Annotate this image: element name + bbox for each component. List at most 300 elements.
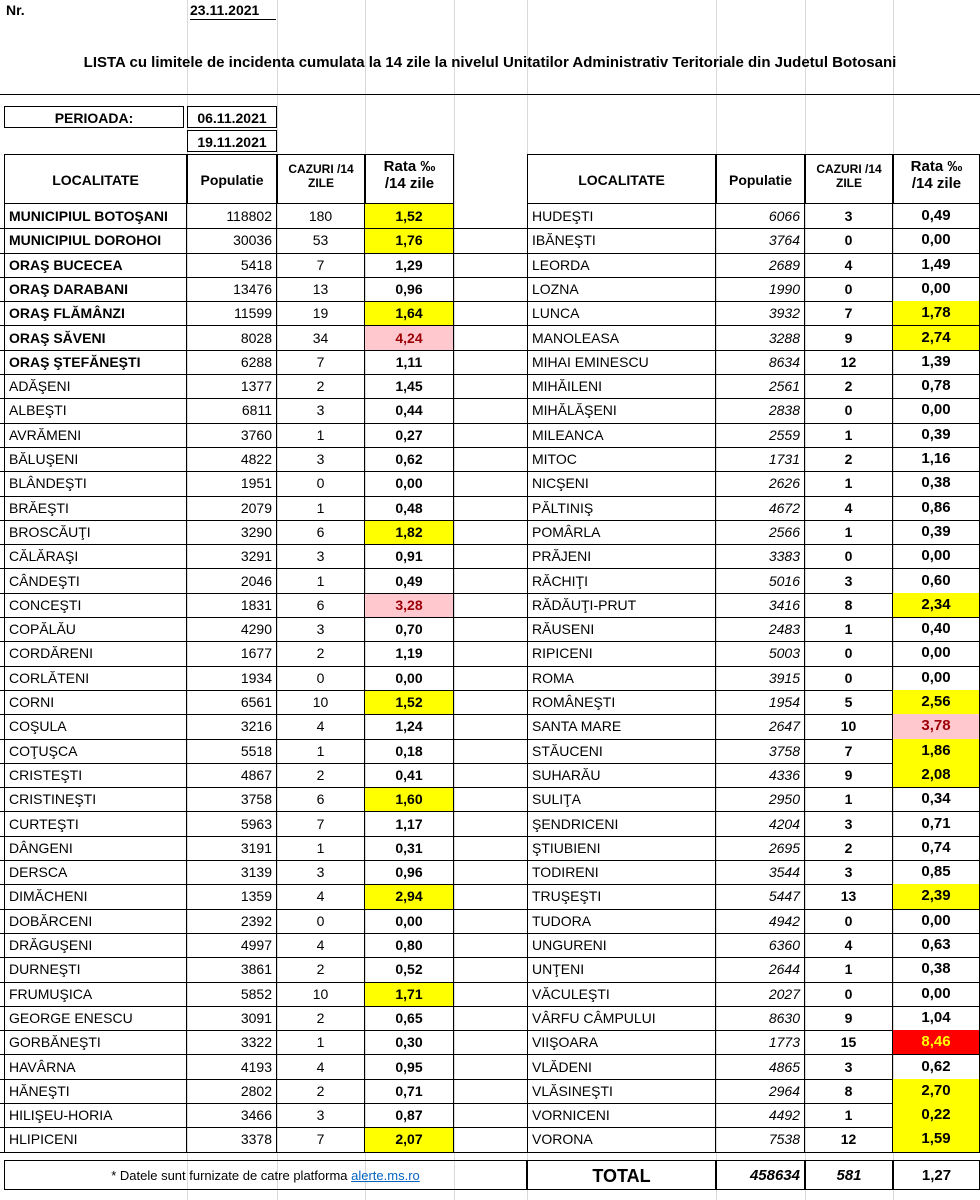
populatie-cell: 3191 [187,836,277,860]
populatie-cell: 3760 [187,423,277,447]
localitate-cell: VĂCULEŞTI [527,982,716,1006]
localitate-cell: VLĂSINEŞTI [527,1079,716,1103]
cazuri-cell: 10 [277,690,365,714]
rata-cell: 0,71 [893,812,980,836]
cazuri-cell: 13 [277,277,365,301]
header-rata-right-l1: Rata ‰ [910,158,963,175]
localitate-cell: STĂUCENI [527,739,716,763]
title-separator [0,94,980,95]
rata-cell: 1,17 [365,812,454,836]
table-row [0,1055,980,1080]
populatie-cell: 2695 [716,836,805,860]
cazuri-cell: 53 [277,228,365,252]
header-cazuri-right-l1: CAZURI /14 [816,162,882,176]
rata-cell: 0,00 [893,666,980,690]
rata-cell: 1,60 [365,787,454,811]
cazuri-cell: 3 [277,398,365,422]
populatie-cell: 3290 [187,520,277,544]
localitate-cell: POMÂRLA [527,520,716,544]
localitate-cell: HĂNEŞTI [4,1079,187,1103]
localitate-cell: HLIPICENI [4,1127,187,1151]
populatie-cell: 3544 [716,860,805,884]
localitate-cell: CONCEŞTI [4,593,187,617]
table-row [0,763,980,788]
cazuri-cell: 1 [277,496,365,520]
report-title: LISTA cu limitele de incidenta cumulata la 14 zile la nivelul Unitatilor Administrativ Teritoriale din Judetul Botosani [83,54,897,71]
localitate-cell: ORAŞ ŞTEFĂNEŞTI [4,350,187,374]
localitate-cell: MUNICIPIUL DOROHOI [4,228,187,252]
cazuri-cell: 1 [805,423,893,447]
populatie-cell: 3932 [716,301,805,325]
populatie-cell: 5518 [187,739,277,763]
populatie-cell: 2950 [716,787,805,811]
rata-cell: 0,80 [365,933,454,957]
populatie-cell: 3322 [187,1030,277,1054]
localitate-cell: HUDEŞTI [527,204,716,228]
populatie-cell: 2483 [716,617,805,641]
rata-cell: 0,74 [893,836,980,860]
rata-cell: 2,07 [365,1127,454,1151]
localitate-cell: CORDĂRENI [4,641,187,665]
rata-cell: 0,00 [893,544,980,568]
localitate-cell: GORBĂNEŞTI [4,1030,187,1054]
total-cases: 581 [805,1160,893,1190]
populatie-cell: 2689 [716,253,805,277]
populatie-cell: 4865 [716,1055,805,1079]
rata-cell: 0,22 [893,1103,980,1127]
localitate-cell: CURTEŞTI [4,812,187,836]
populatie-cell: 6561 [187,690,277,714]
cazuri-cell: 5 [805,690,893,714]
rata-cell: 0,00 [365,909,454,933]
cazuri-cell: 2 [277,641,365,665]
rata-cell: 0,00 [893,277,980,301]
populatie-cell: 4193 [187,1055,277,1079]
cazuri-cell: 3 [805,569,893,593]
localitate-cell: CRISTINEŞTI [4,787,187,811]
cazuri-cell: 2 [277,374,365,398]
populatie-cell: 2561 [716,374,805,398]
populatie-cell: 5447 [716,884,805,908]
localitate-cell: ALBEŞTI [4,398,187,422]
table-row [0,228,980,253]
rata-cell: 0,38 [893,957,980,981]
localitate-cell: VORONA [527,1127,716,1151]
cazuri-cell: 180 [277,204,365,228]
rata-cell: 1,78 [893,301,980,325]
footer-note-text: * Datele sunt furnizate de catre platforma [111,1168,352,1183]
table-row [0,666,980,691]
localitate-cell: MILEANCA [527,423,716,447]
table-row [0,447,980,472]
rata-cell: 1,45 [365,374,454,398]
populatie-cell: 1990 [716,277,805,301]
localitate-cell: CORLĂTENI [4,666,187,690]
rata-cell: 0,18 [365,739,454,763]
table-row [0,933,980,958]
localitate-cell: ŞENDRICENI [527,812,716,836]
rata-cell: 0,52 [365,957,454,981]
rata-cell: 0,71 [365,1079,454,1103]
cazuri-cell: 0 [805,666,893,690]
cazuri-cell: 19 [277,301,365,325]
localitate-cell: COŢUŞCA [4,739,187,763]
populatie-cell: 3416 [716,593,805,617]
rata-cell: 2,34 [893,593,980,617]
populatie-cell: 4204 [716,812,805,836]
localitate-cell: DOBĂRCENI [4,909,187,933]
table-row [0,593,980,618]
rata-cell: 2,94 [365,884,454,908]
localitate-cell: DRĂGUŞENI [4,933,187,957]
table-row [0,714,980,739]
cazuri-cell: 0 [277,666,365,690]
table-row [0,982,980,1007]
populatie-cell: 6066 [716,204,805,228]
populatie-cell: 2079 [187,496,277,520]
rata-cell: 0,85 [893,860,980,884]
footer-note [4,1160,527,1190]
populatie-cell: 3288 [716,326,805,350]
rata-cell: 0,31 [365,836,454,860]
cazuri-cell: 13 [805,884,893,908]
rata-cell: 0,86 [893,496,980,520]
cazuri-cell: 2 [277,763,365,787]
localitate-cell: DERSCA [4,860,187,884]
rata-cell: 1,24 [365,714,454,738]
localitate-cell: HAVÂRNA [4,1055,187,1079]
rata-cell: 0,00 [893,228,980,252]
localitate-cell: DIMĂCHENI [4,884,187,908]
cazuri-cell: 15 [805,1030,893,1054]
cazuri-cell: 6 [277,520,365,544]
rata-cell: 0,38 [893,471,980,495]
header-rata-left [365,154,454,204]
table-row [0,1006,980,1031]
localitate-cell: LEORDA [527,253,716,277]
table-row [0,204,980,229]
populatie-cell: 4867 [187,763,277,787]
header-cazuri-right-l2: ZILE [836,176,862,190]
cazuri-cell: 10 [277,982,365,1006]
populatie-cell: 2644 [716,957,805,981]
rata-cell: 0,00 [893,982,980,1006]
table-row [0,787,980,812]
cazuri-cell: 7 [277,812,365,836]
localitate-cell: CĂLĂRAŞI [4,544,187,568]
populatie-cell: 118802 [187,204,277,228]
populatie-cell: 13476 [187,277,277,301]
localitate-cell: MUNICIPIUL BOTOŞANI [4,204,187,228]
localitate-cell: ADĂŞENI [4,374,187,398]
cazuri-cell: 3 [805,860,893,884]
localitate-cell: ORAŞ DARABANI [4,277,187,301]
localitate-cell: CRISTEŞTI [4,763,187,787]
cazuri-cell: 0 [277,471,365,495]
cazuri-cell: 1 [805,471,893,495]
localitate-cell: BLÂNDEŞTI [4,471,187,495]
rata-cell: 0,95 [365,1055,454,1079]
table-row [0,1079,980,1104]
rata-cell: 0,96 [365,860,454,884]
header-populatie-left: Populatie [187,154,277,204]
rata-cell: 1,76 [365,228,454,252]
rata-cell: 0,00 [893,398,980,422]
cazuri-cell: 4 [805,496,893,520]
localitate-cell: ORAŞ FLĂMÂNZI [4,301,187,325]
rata-cell: 0,00 [365,471,454,495]
alerte-link[interactable]: alerte.ms.ro [351,1168,420,1183]
populatie-cell: 2802 [187,1079,277,1103]
populatie-cell: 4336 [716,763,805,787]
rata-cell: 1,86 [893,739,980,763]
rata-cell: 1,04 [893,1006,980,1030]
localitate-cell: BRĂEŞTI [4,496,187,520]
cazuri-cell: 4 [805,933,893,957]
populatie-cell: 4942 [716,909,805,933]
populatie-cell: 8630 [716,1006,805,1030]
cazuri-cell: 9 [805,326,893,350]
localitate-cell: TUDORA [527,909,716,933]
rata-cell: 0,70 [365,617,454,641]
localitate-cell: VLĂDENI [527,1055,716,1079]
table-row [0,860,980,885]
cazuri-cell: 3 [277,1103,365,1127]
rata-cell: 1,71 [365,982,454,1006]
localitate-cell: CORNI [4,690,187,714]
rata-cell: 1,82 [365,520,454,544]
rata-cell: 0,00 [365,666,454,690]
rata-cell: 2,74 [893,326,980,350]
rata-cell: 0,87 [365,1103,454,1127]
header-localitate-right: LOCALITATE [527,154,716,204]
cazuri-cell: 1 [277,423,365,447]
populatie-cell: 1954 [716,690,805,714]
populatie-cell: 2566 [716,520,805,544]
total-rate: 1,27 [893,1160,980,1190]
cazuri-cell: 2 [277,1006,365,1030]
populatie-cell: 1377 [187,374,277,398]
populatie-cell: 4290 [187,617,277,641]
populatie-cell: 2647 [716,714,805,738]
localitate-cell: TODIRENI [527,860,716,884]
table-row [0,569,980,594]
cazuri-cell: 34 [277,326,365,350]
cazuri-cell: 3 [805,204,893,228]
rata-cell: 1,39 [893,350,980,374]
table-row [0,1030,980,1055]
cazuri-cell: 3 [277,447,365,471]
localitate-cell: COŞULA [4,714,187,738]
localitate-cell: DURNEŞTI [4,957,187,981]
rata-cell: 0,49 [893,204,980,228]
populatie-cell: 3378 [187,1127,277,1151]
rata-cell: 4,24 [365,326,454,350]
populatie-cell: 4997 [187,933,277,957]
table-row [0,884,980,909]
populatie-cell: 5963 [187,812,277,836]
table-row [0,277,980,302]
rata-cell: 0,39 [893,520,980,544]
rata-cell: 2,56 [893,690,980,714]
localitate-cell: RĂDĂUŢI-PRUT [527,593,716,617]
cazuri-cell: 0 [277,909,365,933]
nr-label: Nr. [6,2,25,18]
populatie-cell: 3758 [187,787,277,811]
cazuri-cell: 2 [805,836,893,860]
populatie-cell: 2964 [716,1079,805,1103]
localitate-cell: HILIŞEU-HORIA [4,1103,187,1127]
header-cazuri-right [805,154,893,204]
table-row [0,739,980,764]
rata-cell: 1,11 [365,350,454,374]
localitate-cell: SULIŢA [527,787,716,811]
localitate-cell: ŞTIUBIENI [527,836,716,860]
cazuri-cell: 1 [805,957,893,981]
cazuri-cell: 3 [805,1055,893,1079]
cazuri-cell: 8 [805,593,893,617]
rata-cell: 0,62 [365,447,454,471]
populatie-cell: 3466 [187,1103,277,1127]
localitate-cell: RIPICENI [527,641,716,665]
rata-cell: 0,39 [893,423,980,447]
localitate-cell: VORNICENI [527,1103,716,1127]
rata-cell: 3,78 [893,714,980,738]
localitate-cell: ROMA [527,666,716,690]
table-row [0,350,980,375]
localitate-cell: BĂLUŞENI [4,447,187,471]
cazuri-cell: 9 [805,1006,893,1030]
table-row [0,326,980,351]
populatie-cell: 2559 [716,423,805,447]
populatie-cell: 8634 [716,350,805,374]
rata-cell: 2,39 [893,884,980,908]
populatie-cell: 2046 [187,569,277,593]
rata-cell: 0,60 [893,569,980,593]
table-row [0,253,980,278]
cazuri-cell: 9 [805,763,893,787]
cazuri-cell: 4 [277,933,365,957]
table-row [0,812,980,837]
cazuri-cell: 4 [277,884,365,908]
populatie-cell: 3291 [187,544,277,568]
table-row [0,544,980,569]
cazuri-cell: 7 [277,350,365,374]
populatie-cell: 3091 [187,1006,277,1030]
rata-cell: 2,70 [893,1079,980,1103]
header-localitate-left: LOCALITATE [4,154,187,204]
localitate-cell: TRUŞEŞTI [527,884,716,908]
cazuri-cell: 8 [805,1079,893,1103]
period-start: 06.11.2021 [187,106,277,128]
rata-cell: 0,48 [365,496,454,520]
cazuri-cell: 7 [805,739,893,763]
cazuri-cell: 12 [805,1127,893,1151]
populatie-cell: 3383 [716,544,805,568]
populatie-cell: 5852 [187,982,277,1006]
localitate-cell: SUHARĂU [527,763,716,787]
localitate-cell: FRUMUŞICA [4,982,187,1006]
header-rata-right [893,154,980,204]
localitate-cell: MANOLEASA [527,326,716,350]
rata-cell: 0,62 [893,1055,980,1079]
rata-cell: 0,78 [893,374,980,398]
localitate-cell: COPĂLĂU [4,617,187,641]
table-row [0,641,980,666]
period-label: PERIOADA: [4,106,184,128]
localitate-cell: CÂNDEŞTI [4,569,187,593]
populatie-cell: 30036 [187,228,277,252]
header-rata-left-l1: Rata ‰ [383,158,436,175]
populatie-cell: 1773 [716,1030,805,1054]
populatie-cell: 4672 [716,496,805,520]
populatie-cell: 5418 [187,253,277,277]
populatie-cell: 2392 [187,909,277,933]
populatie-cell: 1677 [187,641,277,665]
localitate-cell: PĂLTINIŞ [527,496,716,520]
cazuri-cell: 7 [277,253,365,277]
table-row [0,520,980,545]
populatie-cell: 6811 [187,398,277,422]
localitate-cell: PRĂJENI [527,544,716,568]
period-end: 19.11.2021 [187,130,277,152]
rata-cell: 0,00 [893,641,980,665]
localitate-cell: LUNCA [527,301,716,325]
total-label: TOTAL [527,1160,716,1190]
populatie-cell: 7538 [716,1127,805,1151]
rata-cell: 0,44 [365,398,454,422]
table-row [0,909,980,934]
rata-cell: 1,64 [365,301,454,325]
populatie-cell: 5003 [716,641,805,665]
populatie-cell: 6360 [716,933,805,957]
total-population: 458634 [716,1160,805,1190]
rata-cell: 2,08 [893,763,980,787]
localitate-cell: NICŞENI [527,471,716,495]
table-row [0,471,980,496]
cazuri-cell: 0 [805,228,893,252]
populatie-cell: 3764 [716,228,805,252]
table-row [0,398,980,423]
cazuri-cell: 1 [277,1030,365,1054]
cazuri-cell: 1 [805,520,893,544]
rata-cell: 0,40 [893,617,980,641]
populatie-cell: 6288 [187,350,277,374]
rata-cell: 0,27 [365,423,454,447]
cazuri-cell: 0 [805,544,893,568]
populatie-cell: 2027 [716,982,805,1006]
localitate-cell: RĂCHIŢI [527,569,716,593]
localitate-cell: ORAŞ SĂVENI [4,326,187,350]
cazuri-cell: 0 [805,277,893,301]
cazuri-cell: 1 [805,787,893,811]
table-row [0,1127,980,1152]
table-row [0,957,980,982]
populatie-cell: 5016 [716,569,805,593]
cazuri-cell: 1 [277,739,365,763]
populatie-cell: 3758 [716,739,805,763]
localitate-cell: LOZNA [527,277,716,301]
localitate-cell: MIHAI EMINESCU [527,350,716,374]
cazuri-cell: 7 [277,1127,365,1151]
table-row [0,496,980,521]
cazuri-cell: 3 [805,812,893,836]
cazuri-cell: 3 [277,860,365,884]
populatie-cell: 8028 [187,326,277,350]
table-row [0,836,980,861]
table-row [0,374,980,399]
populatie-cell: 1731 [716,447,805,471]
